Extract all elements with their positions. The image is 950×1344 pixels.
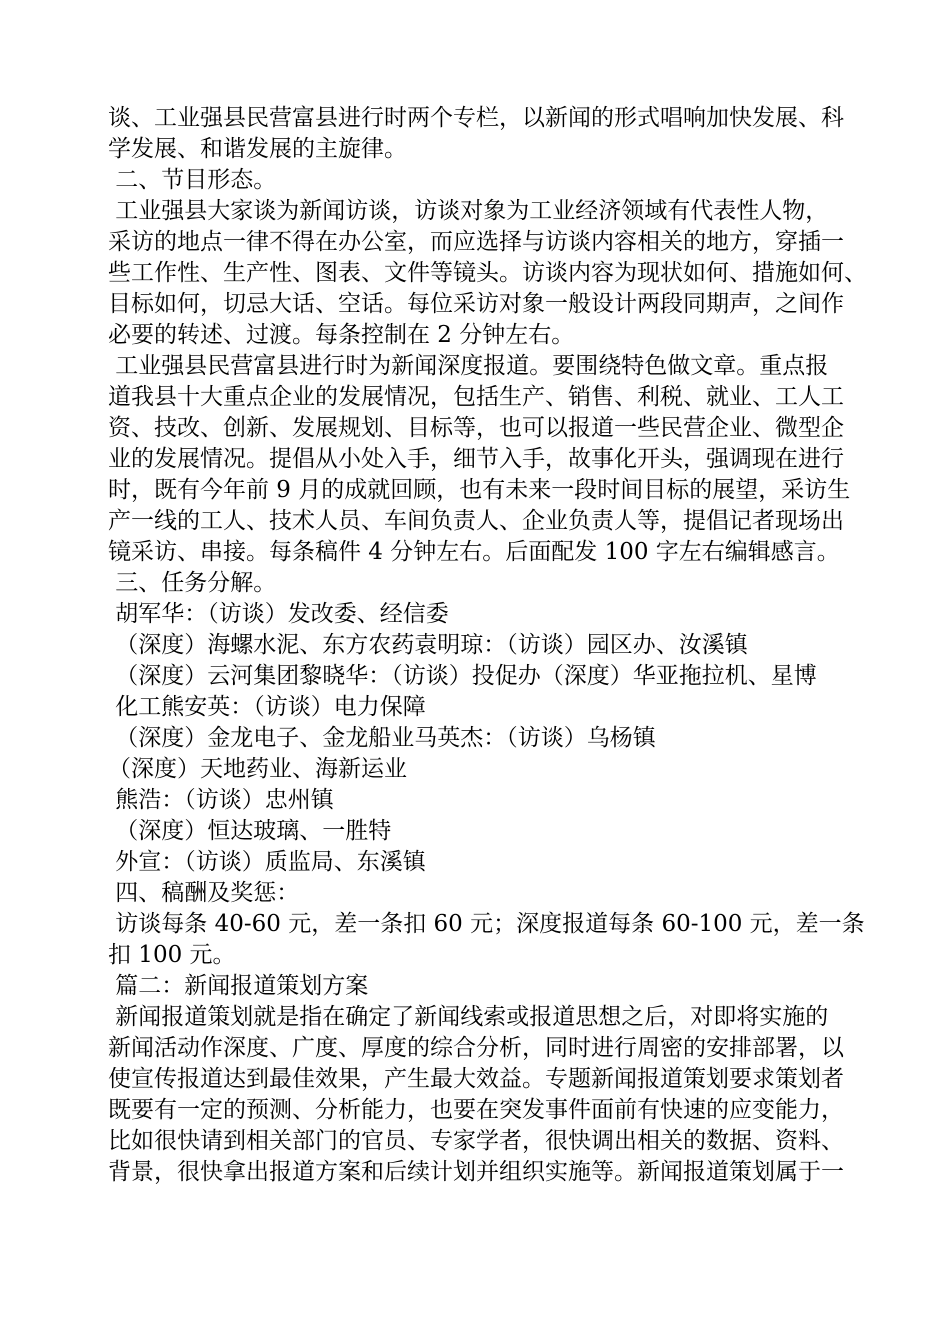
text-line: 外宣：（访谈）质监局、东溪镇 bbox=[108, 849, 426, 875]
text-line: 篇二：新闻报道策划方案 bbox=[108, 973, 369, 999]
text-line: 学发展、和谐发展的主旋律。 bbox=[108, 136, 407, 162]
text-line: 些工作性、生产性、图表、文件等镜头。访谈内容为现状如何、措施如何、 bbox=[108, 260, 867, 286]
text-line: 资、技改、创新、发展规划、目标等，也可以报道一些民营企业、微型企 bbox=[108, 415, 844, 441]
text-line: （深度）海螺水泥、东方农药袁明琼：（访谈）园区办、汝溪镇 bbox=[108, 632, 748, 658]
text-line: 产一线的工人、技术人员、车间负责人、企业负责人等，提倡记者现场出 bbox=[108, 508, 844, 534]
text-line: 四、稿酬及奖惩： bbox=[108, 880, 300, 906]
text-line: 访谈每条 40-60 元，差一条扣 60 元；深度报道每条 60-100 元，差一条 bbox=[108, 911, 865, 937]
text-line: 必要的转述、过渡。每条控制在 2 分钟左右。 bbox=[108, 322, 575, 348]
body-text bbox=[108, 103, 868, 1188]
text-line: 既要有一定的预测、分析能力，也要在突发事件面前有快速的应变能力， bbox=[108, 1097, 844, 1123]
text-line: 工业强县民营富县进行时为新闻深度报道。要围绕特色做文章。重点报 bbox=[108, 353, 829, 379]
text-line: 时，既有今年前 9 月的成就回顾，也有未来一段时间目标的展望，采访生 bbox=[108, 477, 851, 503]
text-line: 谈、工业强县民营富县进行时两个专栏，以新闻的形式唱响加快发展、科 bbox=[108, 105, 844, 131]
text-line: 二、节目形态。 bbox=[108, 167, 277, 193]
text-line: 工业强县大家谈为新闻访谈，访谈对象为工业经济领域有代表性人物， bbox=[108, 198, 829, 224]
text-line: （深度）金龙电子、金龙船业马英杰：（访谈）乌杨镇 bbox=[108, 725, 656, 751]
text-line: 胡军华：（访谈）发改委、经信委 bbox=[108, 601, 449, 627]
text-line: 镜采访、串接。每条稿件 4 分钟左右。后面配发 100 字左右编辑感言。 bbox=[108, 539, 840, 565]
text-line: 新闻活动作深度、广度、厚度的综合分析，同时进行周密的安排部署，以 bbox=[108, 1035, 844, 1061]
text-line: 目标如何，切忌大话、空话。每位采访对象一般设计两段同期声，之间作 bbox=[108, 291, 844, 317]
text-line: （深度）天地药业、海新运业 bbox=[108, 756, 407, 782]
text-line: 使宣传报道达到最佳效果，产生最大效益。专题新闻报道策划要求策划者 bbox=[108, 1066, 844, 1092]
text-line: 业的发展情况。提倡从小处入手，细节入手，故事化开头，强调现在进行 bbox=[108, 446, 844, 472]
text-line: 熊浩：（访谈）忠州镇 bbox=[108, 787, 334, 813]
text-line: 三、任务分解。 bbox=[108, 570, 277, 596]
text-line: 新闻报道策划就是指在确定了新闻线索或报道思想之后，对即将实施的 bbox=[108, 1004, 829, 1030]
text-line: 扣 100 元。 bbox=[108, 942, 236, 968]
text-line: 比如很快请到相关部门的官员、专家学者，很快调出相关的数据、资料、 bbox=[108, 1128, 844, 1154]
text-line: （深度）云河集团黎晓华：（访谈）投促办（深度）华亚拖拉机、星博 bbox=[108, 663, 817, 689]
text-line: 采访的地点一律不得在办公室，而应选择与访谈内容相关的地方，穿插一 bbox=[108, 229, 844, 255]
text-line: 化工熊安英：（访谈）电力保障 bbox=[108, 694, 426, 720]
text-line: （深度）恒达玻璃、一胜特 bbox=[108, 818, 392, 844]
text-line: 背景，很快拿出报道方案和后续计划并组织实施等。新闻报道策划属于一 bbox=[108, 1159, 844, 1185]
text-line: 道我县十大重点企业的发展情况，包括生产、销售、利税、就业、工人工 bbox=[108, 384, 844, 410]
